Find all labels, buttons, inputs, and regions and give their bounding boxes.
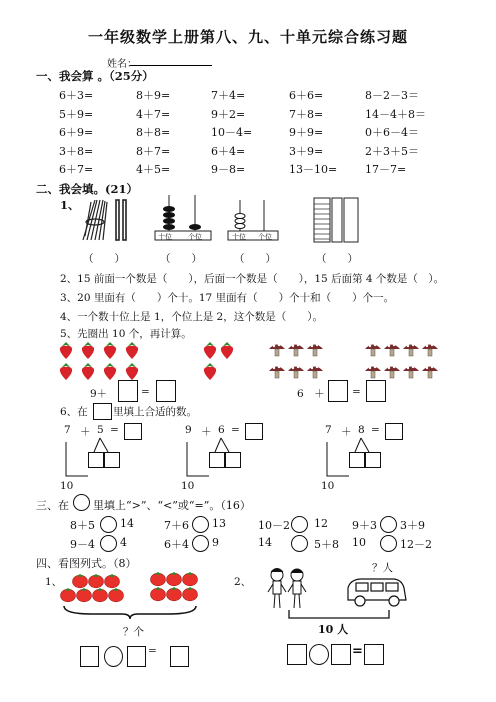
q1-paren-1[interactable]: （ ） [83, 253, 125, 265]
strawberry-icon [102, 363, 118, 381]
q4-text: 4、一个数十位上是 1，个位上是 2，这个数是（ ）。 [60, 311, 323, 323]
arithmetic-problem[interactable]: 6＋4= [211, 144, 246, 158]
comparison-left: 10－2 [258, 519, 290, 532]
arithmetic-problem[interactable]: 2＋3＋5＝ [365, 144, 419, 158]
mushroom-icon [383, 362, 401, 380]
q6-addend-b: 6 [218, 424, 225, 436]
q5-left-equals: = [141, 386, 150, 398]
tomato-icon [104, 573, 120, 588]
comparison-circle[interactable] [100, 535, 117, 552]
q5-text: 5、先圈出 10 个，再计算。 [60, 328, 192, 340]
name-field[interactable] [130, 65, 212, 66]
comparison-circle[interactable] [291, 535, 308, 552]
q6-addend-a: 7 [325, 424, 332, 436]
q6-result-box[interactable] [245, 423, 263, 440]
comparison-right: 12－2 [400, 538, 432, 551]
arithmetic-problem[interactable]: 9＋2= [211, 107, 246, 121]
arithmetic-problem[interactable]: 6＋9= [59, 126, 94, 139]
children-figure [266, 566, 310, 614]
tomato-icon [150, 586, 166, 601]
name-label: 姓名： [107, 59, 137, 70]
comparison-left: 14 [258, 536, 272, 549]
abacus-1-ones-label: 个位 [188, 233, 202, 241]
mushroom-icon [402, 340, 420, 358]
q6-split-box-2[interactable] [365, 452, 381, 468]
arithmetic-problem[interactable]: 17－7= [365, 163, 407, 176]
tomato-icon [166, 571, 182, 586]
strawberry-icon [80, 342, 96, 360]
q6-split-box-2[interactable] [104, 452, 120, 468]
q6-example-box [93, 403, 112, 420]
strawberry-icon [202, 363, 218, 381]
comparison-right: 5＋8 [314, 538, 339, 551]
mushroom-icon [402, 362, 420, 380]
arithmetic-problem[interactable]: 4＋7= [136, 107, 171, 121]
arithmetic-problem[interactable]: 6＋7= [59, 163, 94, 176]
q6-result-box[interactable] [385, 423, 403, 440]
comparison-right: 3＋9 [400, 519, 425, 532]
strawberry-icon [219, 342, 235, 360]
q6-operator: ＋ [201, 426, 212, 438]
arithmetic-problem[interactable]: 8－2－3＝ [365, 89, 419, 102]
s4-q2-label: 2、 [234, 576, 252, 588]
comparison-right: 9 [212, 536, 219, 549]
tomato-icon [182, 586, 198, 601]
comparison-right: 4 [120, 536, 127, 549]
comparison-left: 9＋3 [352, 519, 377, 532]
s4-q1-operator-circle[interactable] [104, 646, 123, 667]
mushroom-icon [421, 340, 439, 358]
mushroom-icon [287, 362, 305, 380]
q5-right-result-box[interactable] [366, 380, 386, 402]
q6-split-box-1[interactable] [88, 452, 104, 468]
q6-operator: ＋ [341, 426, 352, 438]
s4-q2-box-2[interactable] [331, 644, 351, 665]
q6-equals: = [110, 424, 119, 436]
arithmetic-problem[interactable]: 7＋8= [289, 107, 324, 121]
strawberry-icon [124, 363, 140, 381]
comparison-right: 12 [314, 517, 328, 530]
q6-split-box-2[interactable] [225, 452, 241, 468]
arithmetic-problem[interactable]: 13－10= [289, 163, 338, 176]
comparison-circle[interactable] [192, 535, 209, 552]
comparison-circle[interactable] [380, 535, 397, 552]
strawberry-icon [80, 363, 96, 381]
mushroom-icon [287, 340, 305, 358]
section-1-heading: 一、我会算 。（25分） [36, 69, 154, 83]
comparison-circle[interactable] [192, 516, 209, 533]
arithmetic-problem[interactable]: 0＋6－4＝ [365, 126, 419, 139]
comparison-circle[interactable] [380, 516, 397, 533]
strawberry-icon [124, 342, 140, 360]
q6-addend-b: 5 [97, 424, 104, 436]
q2-text: 2、15 前面一个数是（ ），后面一个数是（ ），15 后面第 4 个数是（ ）。 [60, 273, 445, 285]
mushroom-icon [364, 340, 382, 358]
q6-equals: = [231, 424, 240, 436]
section-3-example-circle [73, 494, 90, 511]
tomato-icon [92, 587, 108, 602]
arithmetic-problem[interactable]: 8＋9= [136, 89, 171, 102]
comparison-circle[interactable] [100, 516, 117, 533]
strawberry-icon [58, 342, 74, 360]
q1-paren-4[interactable]: （ ） [316, 253, 358, 265]
arithmetic-problem[interactable]: 8＋7= [136, 144, 171, 158]
q5-right-expression: 6 ＋ [297, 388, 325, 400]
mushroom-icon [364, 362, 382, 380]
place-value-blocks-figure [312, 196, 360, 246]
mushroom-icon [268, 362, 286, 380]
q5-right-answer-box[interactable] [328, 380, 348, 402]
s4-q1-equals: = [148, 645, 157, 657]
section-3-heading-tail: 里填上“>”、“<”或“=”。（16） [93, 499, 251, 512]
tomato-icon [76, 587, 92, 602]
s4-q2-result-box[interactable] [364, 644, 384, 665]
q5-left-answer-box[interactable] [118, 380, 138, 402]
q6-addend-a: 9 [185, 424, 192, 436]
mushroom-icon [306, 340, 324, 358]
q6-text-b: 里填上合适的数。 [113, 406, 197, 418]
comparison-right: 14 [120, 517, 134, 530]
comparison-left: 10 [352, 536, 366, 549]
tomato-icon [60, 587, 76, 602]
q6-split-box-1[interactable] [349, 452, 365, 468]
arithmetic-problem[interactable]: 10－4= [211, 126, 253, 139]
strawberry-icon [58, 363, 74, 381]
comparison-left: 9－4 [70, 538, 95, 551]
mushroom-icon [306, 362, 324, 380]
s4-q1-label: 1、 [45, 576, 63, 588]
q3-text: 3、20 里面有（ ）个十。17 里面有（ ）个十和（ ）个一。 [60, 292, 395, 304]
section-4-heading: 四、看图列式。（8） [36, 557, 137, 570]
comparison-left: 7＋6 [164, 519, 189, 532]
comparison-left: 8＋5 [70, 519, 95, 532]
tomato-icon [108, 587, 124, 602]
tomato-icon [166, 586, 182, 601]
q5-left-expression: 9＋ [90, 388, 108, 400]
comparison-right: 13 [212, 517, 226, 530]
abacus-1-tens-label: 十位 [158, 233, 172, 241]
unknown-people-label: ？人 [372, 562, 393, 574]
q6-text-a: 6、在 [60, 406, 88, 418]
mushroom-icon [268, 340, 286, 358]
q6-ten-label: 10 [321, 480, 335, 492]
arithmetic-problem[interactable]: 9＋9= [289, 126, 324, 139]
page-title: 一年级数学上册第八、九、十单元综合练习题 [87, 28, 408, 46]
q1-paren-2[interactable]: （ ） [160, 253, 202, 265]
s4-q2-operator-circle[interactable] [309, 644, 329, 665]
q6-split-box-1[interactable] [209, 452, 225, 468]
q6-ten-label: 10 [60, 480, 74, 492]
tomato-icon [72, 573, 88, 588]
abacus-2-tens-label: 十位 [232, 233, 246, 241]
q5-left-result-box[interactable] [156, 380, 176, 402]
tomato-icon [150, 571, 166, 586]
bracket-figure [287, 610, 391, 620]
unknown-count-label: ？个 [123, 626, 144, 638]
q6-result-box[interactable] [124, 423, 142, 440]
s4-q1-box-2[interactable] [127, 646, 146, 667]
tomato-icon [182, 571, 198, 586]
comparison-left: 6＋4 [164, 538, 189, 551]
arithmetic-problem[interactable]: 5＋9= [59, 107, 94, 121]
comparison-circle[interactable] [291, 516, 308, 533]
s4-q2-equals: = [352, 644, 363, 659]
arithmetic-problem[interactable]: 4＋5= [136, 163, 171, 176]
mushroom-icon [383, 340, 401, 358]
q1-paren-3[interactable]: （ ） [234, 253, 276, 265]
q1-label: 1、 [60, 198, 80, 212]
tomato-icon [88, 573, 104, 588]
arithmetic-problem[interactable]: 9－8= [211, 163, 246, 176]
arithmetic-problem[interactable]: 3＋9= [289, 144, 324, 158]
s4-q1-result-box[interactable] [170, 646, 189, 667]
abacus-2-ones-label: 个位 [258, 233, 272, 241]
arithmetic-problem[interactable]: 8＋8= [136, 126, 171, 139]
total-people-label: 10 人 [318, 623, 349, 636]
mushroom-icon [421, 362, 439, 380]
strawberry-icon [202, 342, 218, 360]
q5-right-equals: = [352, 386, 361, 398]
car-figure [344, 574, 408, 610]
section-2-heading: 二、我会填。(21） [36, 182, 138, 196]
q6-addend-a: 7 [64, 424, 71, 436]
q6-equals: = [371, 424, 380, 436]
q6-operator: ＋ [80, 426, 91, 438]
strawberry-icon [102, 342, 118, 360]
arithmetic-problem[interactable]: 7＋4= [211, 89, 246, 102]
arithmetic-problem[interactable]: 6＋3= [59, 89, 94, 102]
s4-q2-box-1[interactable] [287, 644, 307, 665]
q6-addend-b: 8 [358, 424, 365, 436]
brace-figure [62, 604, 198, 620]
section-3-heading: 三、在 [36, 499, 69, 512]
s4-q1-box-1[interactable] [80, 646, 99, 667]
arithmetic-problem[interactable]: 6＋6= [289, 89, 324, 102]
arithmetic-problem[interactable]: 14－4＋8＝ [365, 107, 426, 121]
arithmetic-problem[interactable]: 3＋8= [59, 144, 94, 158]
q6-ten-label: 10 [181, 480, 195, 492]
sticks-bundle-figure [75, 196, 135, 246]
